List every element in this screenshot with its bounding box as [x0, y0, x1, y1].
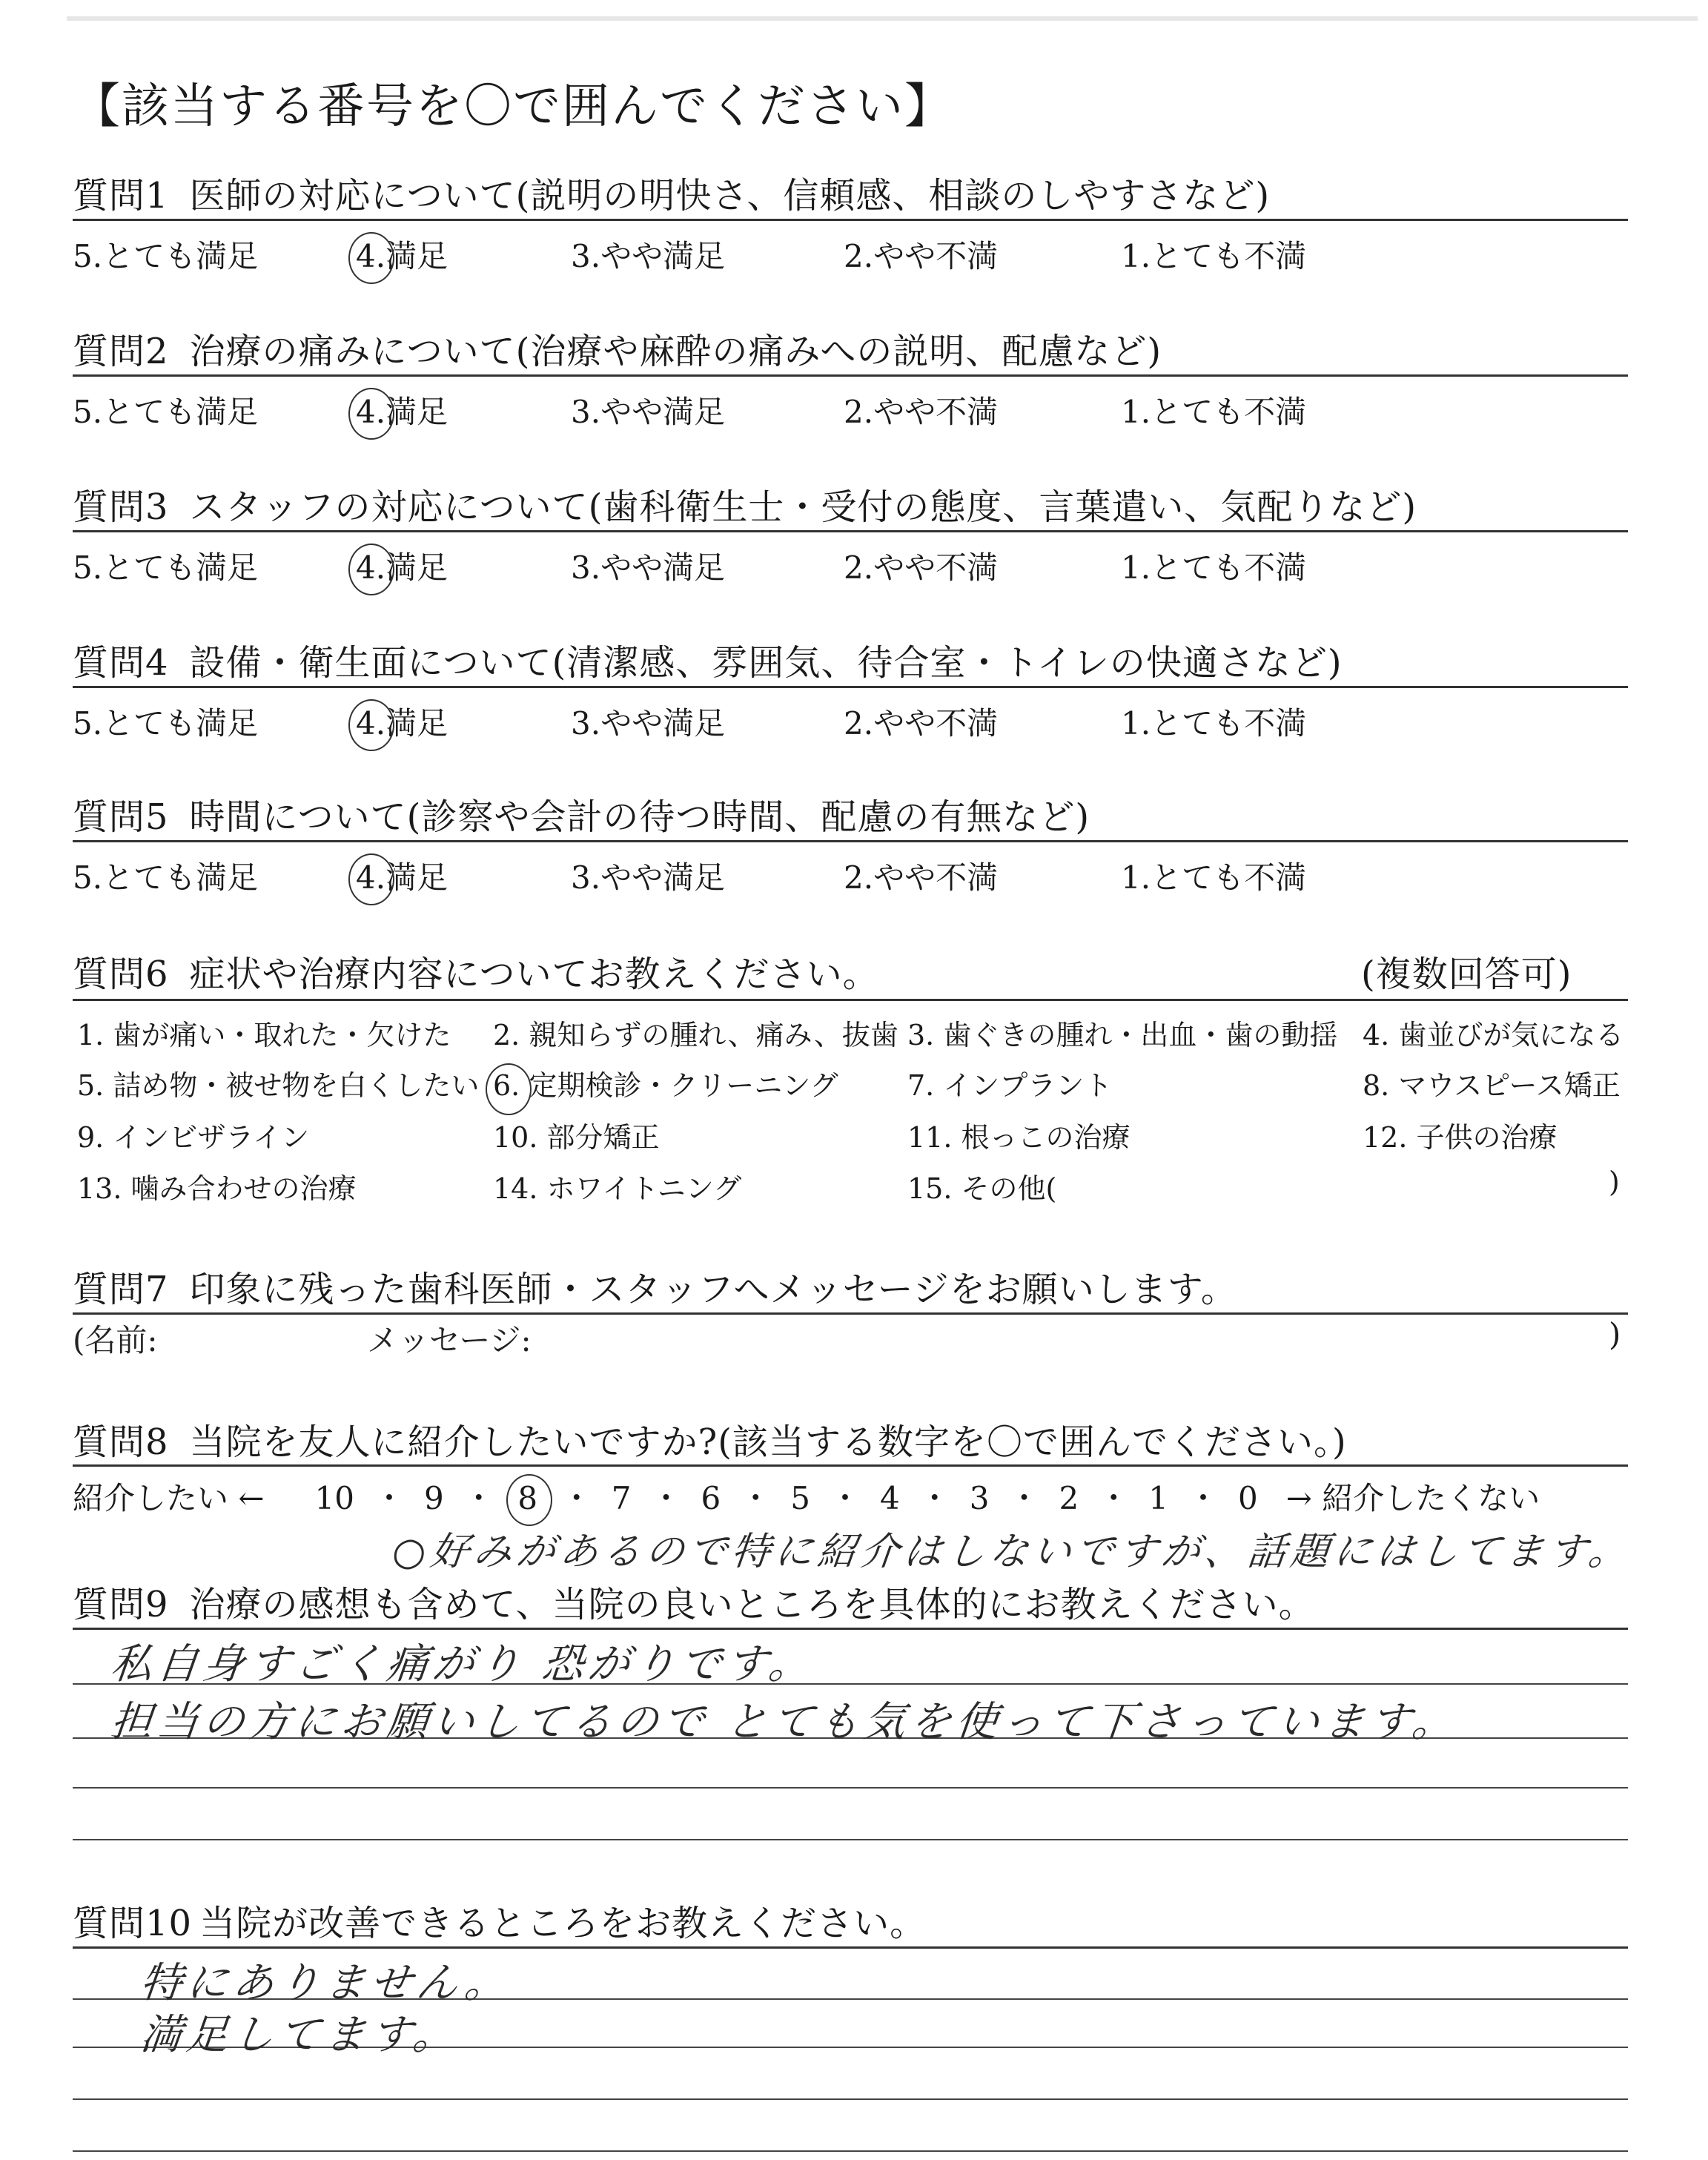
q2-number: 質問2	[73, 331, 169, 372]
q5-option[interactable]: 2.やや不満	[844, 859, 999, 896]
q5-option[interactable]	[356, 853, 448, 898]
q9-line	[73, 1839, 1628, 1840]
q7-message-label: メッセージ:	[367, 1322, 532, 1358]
q6-item[interactable]: 14. ホワイトニング	[493, 1172, 742, 1205]
q8-scale-value[interactable]: 8	[514, 1480, 542, 1516]
option-label: 満足	[385, 394, 448, 430]
scan-top-edge	[67, 16, 1698, 21]
q8-scale-dot: ・	[650, 1480, 682, 1516]
q6-item[interactable]: 11. 根っこの治療	[907, 1121, 1131, 1154]
q8-scale-dot: ・	[918, 1480, 950, 1516]
circled-mark: 4.	[356, 549, 386, 586]
q6-item[interactable]: 10. 部分矯正	[493, 1121, 660, 1154]
q10-answer-1: 特にありません。	[138, 1959, 514, 2007]
q8-scale-value[interactable]: 10	[314, 1480, 354, 1516]
q3-rule	[73, 530, 1628, 532]
q6-item[interactable]: 1. 歯が痛い・取れた・欠けた	[77, 1019, 451, 1051]
q1-option[interactable]: 1.とても不満	[1121, 238, 1307, 274]
q6-item[interactable]: 12. 子供の治療	[1363, 1121, 1558, 1154]
q7-name-label: (名前:	[73, 1322, 158, 1358]
q2-text: 治療の痛みについて(治療や麻酔の痛みへの説明、配慮など)	[189, 331, 1162, 372]
q3-text: スタッフの対応について(歯科衛生士・受付の態度、言葉遣い、気配りなど)	[189, 486, 1417, 528]
q8-scale-value[interactable]: 3	[969, 1480, 990, 1516]
q1-option[interactable]: 5.とても満足	[73, 238, 259, 274]
q4-option[interactable]: 2.やや不満	[844, 705, 999, 742]
q9-text: 治療の感想も含めて、当院の良いところを具体的にお教えください。	[189, 1584, 1315, 1625]
q5-text: 時間について(診察や会計の待つ時間、配慮の有無など)	[189, 796, 1090, 838]
q10-text: 当院が改善できるところをお教えください。	[199, 1903, 927, 1944]
q1-option[interactable]: 3.やや満足	[571, 238, 726, 274]
q3-option[interactable]: 1.とても不満	[1121, 549, 1307, 586]
q8-scale-value[interactable]: 5	[790, 1480, 811, 1516]
q6-item[interactable]: 2. 親知らずの腫れ、痛み、抜歯	[493, 1019, 898, 1051]
q8-scale-dot: ・	[1098, 1480, 1130, 1516]
page-heading: 【該当する番号を〇で囲んでください】	[73, 79, 953, 134]
q6-item[interactable]: 13. 噛み合わせの治療	[77, 1172, 357, 1205]
q8-handwritten: ○好みがあるので特に紹介はしないですが、話題にはしてます。	[390, 1530, 1634, 1574]
q2-option[interactable]: 1.とても不満	[1121, 394, 1307, 430]
q8-scale-value[interactable]: 0	[1238, 1480, 1258, 1516]
q6-item[interactable]: 4. 歯並びが気になる	[1363, 1019, 1624, 1051]
q2-option[interactable]: 5.とても満足	[73, 394, 259, 430]
q7-text: 印象に残った歯科医師・スタッフへメッセージをお願いします。	[189, 1269, 1237, 1310]
q6-item[interactable]: 9. インビザライン	[77, 1121, 310, 1154]
q1-title	[73, 167, 1270, 218]
q9-answer-1: 私自身すごく痛がり 恐がりです。	[108, 1640, 818, 1688]
q1-option[interactable]: 2.やや不満	[844, 238, 999, 274]
q8-right-label: → 紹介したくない	[1285, 1480, 1540, 1516]
q8-scale-dot: ・	[1008, 1480, 1040, 1516]
q5-option[interactable]: 5.とても満足	[73, 859, 259, 896]
q1-option[interactable]	[356, 232, 448, 277]
q5-rule	[73, 840, 1628, 842]
q6-item[interactable]: 3. 歯ぐきの腫れ・出血・歯の動揺	[907, 1019, 1338, 1051]
q6-item[interactable]	[493, 1063, 838, 1103]
option-label: 満足	[385, 238, 448, 274]
q2-option[interactable]	[356, 388, 448, 432]
q6-item[interactable]: 8. マウスピース矯正	[1363, 1069, 1621, 1102]
q5-title	[73, 788, 1090, 839]
q10-answer-2: 満足してます。	[138, 2011, 462, 2059]
q2-title	[73, 323, 1162, 374]
q3-option[interactable]: 3.やや満足	[571, 549, 726, 586]
q6-item[interactable]: 5. 詰め物・被せ物を白くしたい	[77, 1069, 480, 1102]
q3-title	[73, 478, 1417, 529]
q8-text: 当院を友人に紹介したいですか?(該当する数字を〇で囲んでください。)	[189, 1421, 1347, 1463]
q7-title	[73, 1261, 1237, 1312]
q10-line	[73, 2098, 1628, 2100]
q8-scale-dot: ・	[463, 1480, 494, 1516]
q7-close: )	[1609, 1316, 1621, 1353]
q2-option[interactable]: 2.やや不満	[844, 394, 999, 430]
q8-scale-dot: ・	[560, 1480, 592, 1516]
q9-title	[73, 1576, 1315, 1627]
item-label: 定期検診・クリーニング	[520, 1069, 838, 1102]
q5-number: 質問5	[73, 796, 169, 838]
q8-scale-dot: ・	[830, 1480, 861, 1516]
circled-mark: 4.	[356, 394, 386, 430]
q4-rule	[73, 686, 1628, 688]
q4-number: 質問4	[73, 642, 169, 684]
q3-number: 質問3	[73, 486, 169, 528]
q8-scale	[73, 1474, 1540, 1519]
circled-mark: 4.	[356, 705, 386, 742]
q8-rule	[73, 1464, 1628, 1467]
q8-scale-dot: ・	[374, 1480, 406, 1516]
q8-scale-value[interactable]: 6	[701, 1480, 721, 1516]
option-label: 満足	[385, 705, 448, 742]
q10-title	[73, 1895, 926, 1946]
q8-scale-value[interactable]: 7	[611, 1480, 632, 1516]
q10-line	[73, 2150, 1628, 2152]
q5-option[interactable]: 3.やや満足	[571, 859, 726, 896]
circled-mark: 4.	[356, 238, 386, 274]
q1-text: 医師の対応について(説明の明快さ、信頼感、相談のしやすさなど)	[189, 175, 1271, 217]
q8-scale-dot: ・	[740, 1480, 772, 1516]
option-label: 満足	[385, 549, 448, 586]
q4-option[interactable]: 5.とても満足	[73, 705, 259, 742]
circled-mark: 4.	[356, 859, 386, 896]
q8-scale-dot: ・	[1188, 1480, 1219, 1516]
q2-option[interactable]: 3.やや満足	[571, 394, 726, 430]
option-label: 満足	[385, 859, 448, 896]
q9-number: 質問9	[73, 1584, 169, 1625]
q1-number: 質問1	[73, 175, 169, 217]
q6-item[interactable]: 7. インプラント	[907, 1069, 1113, 1102]
q3-option[interactable]: 5.とても満足	[73, 549, 259, 586]
q6-rule	[73, 999, 1628, 1001]
q6-text: 症状や治療内容についてお教えください。	[189, 954, 879, 995]
q8-number: 質問8	[73, 1421, 169, 1463]
q8-title	[73, 1413, 1347, 1464]
q4-option[interactable]: 1.とても不満	[1121, 705, 1307, 742]
q8-scale-value[interactable]: 9	[424, 1480, 444, 1516]
q4-title	[73, 634, 1343, 685]
q1-rule	[73, 219, 1628, 221]
q6-item[interactable]: 15. その他(	[907, 1172, 1057, 1205]
q6-item-close: )	[1609, 1166, 1620, 1198]
q4-text: 設備・衛生面について(清潔感、雰囲気、待合室・トイレの快適さなど)	[189, 642, 1343, 684]
q3-option[interactable]: 2.やや不満	[844, 549, 999, 586]
q10-number: 質問10	[73, 1903, 193, 1944]
q6-number: 質問6	[73, 954, 169, 995]
q6-note: (複数回答可)	[1361, 954, 1572, 995]
q8-left-label: 紹介したい ←	[73, 1480, 265, 1516]
q6-title	[73, 945, 879, 997]
q8-scale-numbers	[309, 1474, 1264, 1519]
q5-option[interactable]: 1.とても不満	[1121, 859, 1307, 896]
q8-scale-value[interactable]: 4	[880, 1480, 900, 1516]
q8-scale-value[interactable]: 2	[1059, 1480, 1079, 1516]
q4-option[interactable]: 3.やや満足	[571, 705, 726, 742]
q9-rule	[73, 1628, 1628, 1630]
q4-option[interactable]	[356, 699, 448, 744]
q9-answer-2: 担当の方にお願いしてるので とても気を使って下さっています。	[108, 1698, 1461, 1746]
q10-rule	[73, 1946, 1628, 1949]
circled-mark: 6.	[493, 1069, 520, 1102]
q3-option[interactable]	[356, 544, 448, 588]
q8-scale-value[interactable]: 1	[1148, 1480, 1169, 1516]
q2-rule	[73, 374, 1628, 377]
q7-rule	[73, 1312, 1628, 1315]
q9-line	[73, 1787, 1628, 1789]
q7-number: 質問7	[73, 1269, 169, 1310]
